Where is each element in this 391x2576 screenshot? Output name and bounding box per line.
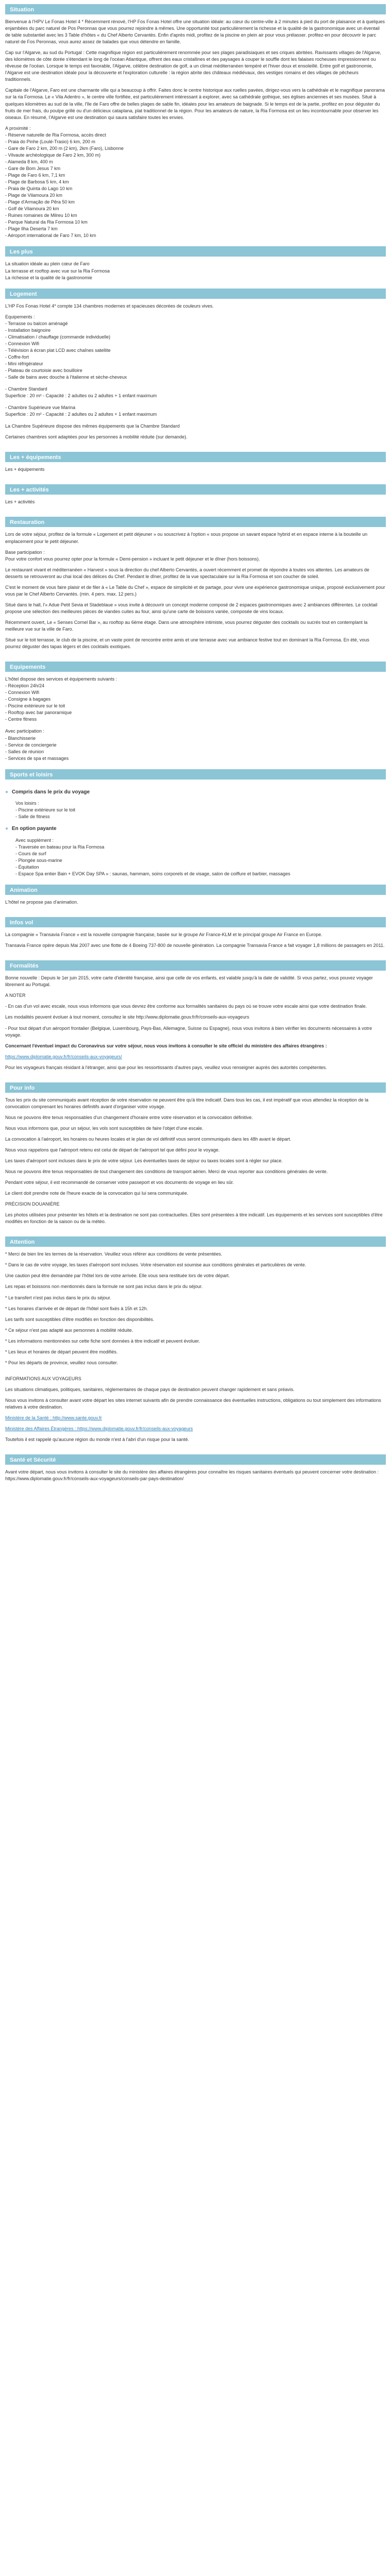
- attention-paragraph: * Le transfert n'est pas inclus dans le prix du séjour.: [5, 1295, 111, 1300]
- attention-paragraph: Une caution peut être demandée par l'hôtel lors de votre arrivée. Elle vous sera restituée lors de votre départ.: [5, 1273, 230, 1279]
- list-item: - Services de spa et massages: [5, 755, 69, 761]
- list-item: - Plage de Vilamoura 20 km: [5, 193, 62, 198]
- list-item: - Espace Spa entier Bain + EVOK Day SPA » : saunas, hammam, soins corporels et de visage, salon de coiffure et barbier, massages: [15, 871, 290, 877]
- room-name: - Chambre Supérieure vue Marina: [5, 405, 76, 411]
- list-item: - Plage de Barbosa 5 km, 4 km: [5, 179, 69, 185]
- included-subtitle: [5, 789, 386, 796]
- formalites-paragraph: Concernant l'éventuel impact du Coronavirus sur votre séjour, nous vous invitons à consulter le site officiel du ministère des affaires étrangères :: [5, 1043, 327, 1048]
- plus-body: [5, 257, 386, 284]
- attention-paragraph: * Les lieux et horaires de départ peuvent être modifiés.: [5, 1349, 118, 1354]
- formalites-paragraph: Pour les voyageurs français résidant à l'étranger, ainsi que pour les ressortissants d'autres pays, veuillez vous renseigner auprès des autorités compétentes.: [5, 1064, 327, 1070]
- included-list: [5, 800, 386, 820]
- attention-paragraph: Les tarifs sont susceptibles d'être modifiés en fonction des disponibilités.: [5, 1316, 154, 1322]
- list-item: - Réserve naturelle de Ria Formosa, accès direct: [5, 132, 106, 138]
- list-item: - Vilvaute archéologique de Faro 2 km, 300 m): [5, 152, 101, 158]
- situation-paragraph: Cap sur l'Algarve, au sud du Portugal : Cette magnifique région est particulièrement renommée pour ses plages paradisiaques et ses criques abritées. Ravissants villages de l'Algarve, des kilomètres de côte dorée s'étendant le long de l'océan Atlantique, offrent des eaux cristallines et des paysages à couper le souffle dont les falaises rocheuses impressionnent ou rêveuse de l'océan. Lorsque le temps est favorable, l'Algarve, célèbre destination de golf, a un climat méditerranéen tempéré et l'hiver doux et ensoleillé. Entre golf et gastronomie, l'Algarve est une destination idéale pour la découverte et l'exploration culturelle : la région abrite des châteaux médiévaux, des vestiges romains et des villages de pêcheurs traditionnels.: [5, 50, 381, 82]
- room-desc: Superficie : 20 m² - Capacité : 2 adultes ou 2 adultes + 1 enfant maximum: [5, 393, 157, 399]
- infos-paragraph: Transavia France opère depuis Mai 2007 avec une flotte de 4 Boeing 737-800 de nouvelle génération. La compagnie Transavia France a fait voyager 1,8 millions de passagers en 2011.: [5, 943, 385, 948]
- list-item: - Réception 24h/24: [5, 683, 45, 689]
- restauration-paragraph: Situé dans le hall, l'« Adue Petit Sevia et Stadeblaue » vous invite à découvrir un concept moderne composé de 2 espaces gastronomiques avec 2 ambiances différentes. Le cocktail propose une sélection des meilleures pièces de viandes cuites au four, ainsi qu'une carte de boissons variée, composée de vins locaux.: [5, 602, 378, 614]
- pour-info-paragraph: Le client doit prendre note de l'heure exacte de la convocation qui lui sera communiquée.: [5, 1191, 188, 1196]
- equipements-plus-line: Les + équipements: [5, 467, 45, 472]
- pour-info-body: [5, 1093, 386, 1233]
- activites-plus-body: [5, 495, 386, 513]
- situation-body: [5, 14, 386, 242]
- restauration-paragraph: Le restaurant vivant et méditerranéen « Harvest » sous la direction du chef Alberto Cervantès, a ouvert récemment et promet de répondre à toutes vos attentes. Les amateurs de desserts se retrouveront au chai local des délices du Chef. Pendant le dîner, profitez de la vue spectaculaire sur la Ria Formosa et son coucher de soleil.: [5, 567, 369, 579]
- bullet-icon: ●: [5, 826, 9, 832]
- section-header-infos-vol: Infos vol: [5, 917, 386, 927]
- section-header-formalites: Formalités: [5, 960, 386, 971]
- section-header-logement: Logement: [5, 289, 386, 299]
- infos-vol-body: [5, 927, 386, 956]
- pour-info-paragraph: Nous vous rappelons que l'aéroport retenu est celui de départ de l'aéroport tel que défini pour le voyage.: [5, 1147, 220, 1153]
- situation-paragraph: Capitale de l'Algarve, Faro est une charmante ville qui a beaucoup à offrir. Faites donc le centre historique aux ruelles pavées, dirigez-vous vers la cathédrale et le magnifique panorama sur la ria Formosa. Le « Vila Adentro », le centre ville fortifiée, est particulièrement intéressant à explorer, avec sa cathédrale gothique, ses églises anciennes et ses musées. Situé à quelques kilomètres au sud de la ville, l'île de Faro offre de belles plages de sable fin, idéales pour les amateurs de baignade. Si le temps est de la partie, profitez en pour déguster du fruits de mer frais, du poulpe grillé ou d'un délicieux cataplana, plat traditionnel de la région. Pour les amateurs de nature, la Ria Formosa est un lieu incontournable pour observer les oiseaux. En résumé, l'Algarve est une destination qui saura satisfaire toutes les envies.: [5, 88, 385, 120]
- attention-paragraph: * Ce séjour n'est pas adapté aux personnes à mobilité réduite.: [5, 1327, 133, 1333]
- infos-voyageurs-paragraph: Nous vous invitons à consulter avant votre départ les sites internet suivants afin de prendre connaissance des éventuelles instructions, obligations ou tout simplement des informations relatives à votre destination.: [5, 1397, 381, 1410]
- list-item: - Plongée sous-marine: [15, 857, 62, 863]
- list-item: La richesse et la qualité de la gastronomie: [5, 275, 92, 280]
- list-item: - Traversée en bateau pour la Ria Formosa: [15, 844, 105, 850]
- proximity-intro: A proximité :: [5, 125, 31, 131]
- room-superior: [5, 404, 386, 418]
- list-item: - Connexion Wifi: [5, 341, 40, 346]
- section-header-equipements: Equipements: [5, 662, 386, 672]
- services-list: [5, 676, 386, 723]
- attention-paragraph: * Les informations mentionnées sur cette fiche sont données à titre indicatif et peuvent évoluer.: [5, 1338, 200, 1344]
- sante-paragraph: Avant votre départ, nous vous invitons à consulter le site du ministère des affaires étrangères pour connaître les risques sanitaires éventuels qui peuvent concerner votre destination : https://www.diplomatie.gouv.fr/fr/conseils-aux-voyageurs/conseils-par-pays-destination/: [5, 1469, 379, 1482]
- section-header-activites-plus: Les + activités: [5, 484, 386, 495]
- section-header-animation: Animation: [5, 885, 386, 895]
- attention-paragraph: Les repas et boissons non mentionnés dans la formule ne sont pas inclus dans le prix du séjour.: [5, 1284, 203, 1290]
- list-item: - Plage Ilha Deserta 7 km: [5, 226, 58, 232]
- section-header-pour-info: Pour info: [5, 1082, 386, 1093]
- section-header-equipements-plus: Les + équipements: [5, 452, 386, 462]
- superior-note: La Chambre Supérieure dispose des mêmes équipements que la Chambre Standard: [5, 423, 180, 429]
- list-item: La terrasse et rooftop avec vue sur la Ria Formosa: [5, 268, 110, 274]
- list-item: - Service de conciergerie: [5, 742, 57, 748]
- room-desc: Superficie : 20 m² - Capacité : 2 adultes ou 2 adultes + 1 enfant maximum: [5, 412, 157, 417]
- sante-body: [5, 1465, 386, 1489]
- section-header-plus: Les plus: [5, 246, 386, 257]
- paid-services-list: [5, 728, 386, 761]
- room-standard: [5, 386, 386, 399]
- formalites-paragraph: - En cas d'un vol avec escale, nous vous informons que vous devrez être conforme aux formalités sanitaires du pays où se trouve votre escale ainsi que votre destination finale.: [5, 1004, 367, 1009]
- list-item: - Consigne à bagages: [5, 697, 51, 702]
- attention-paragraph: * Merci de bien lire les termes de la réservation. Veuillez vous référer aux conditions de vente présentées.: [5, 1251, 222, 1257]
- list-item: - Installation baignoire: [5, 327, 51, 333]
- infos-voyageurs-title: INFORMATIONS AUX VOYAGEURS: [5, 1376, 82, 1381]
- attention-paragraph: * Pour les départs de province, veuillez nous consulter.: [5, 1360, 118, 1365]
- pour-info-paragraph: Nous ne pouvons être tenus responsables de tout changement des conditions de transport aérien. Merci de vous reporter aux conditions générales de vente.: [5, 1169, 328, 1175]
- list-item: - Connexion Wifi: [5, 690, 40, 696]
- pour-info-subheading: PRÉCISION DOUANIÈRE: [5, 1201, 60, 1207]
- pour-info-paragraph: Les taxes d'aéroport sont incluses dans le prix de votre séjour. Les éventuelles taxes de séjour ou taxes locales sont à régler sur place.: [5, 1158, 283, 1164]
- section-header-restauration: Restauration: [5, 517, 386, 527]
- list-item: - Praia de Quinta do Lago 10 km: [5, 186, 73, 192]
- pour-info-paragraph: La convocation à l'aéroport, les horaires ou heures locales et le plan de vol définitif vous seront communiqués dans les 48h avant le départ.: [5, 1136, 291, 1142]
- section-header-situation: Situation: [5, 4, 386, 14]
- list-item: - Terrasse ou balcon aménagé: [5, 320, 68, 326]
- list-item: - Salle de bains avec douche à l'italienne et sèche-cheveux: [5, 375, 127, 380]
- section-header-attention: Attention: [5, 1236, 386, 1247]
- list-item: - Rooftop avec bar panoramique: [5, 710, 72, 716]
- infos-paragraph: La compagnie « Transavia France » est la nouvelle compagnie française, basée sur le groupe Air France-KLM et le principal groupe Air France en Europe.: [5, 932, 322, 938]
- attention-paragraph: * Les horaires d'arrivée et de départ de l'hôtel sont fixés à 15h et 12h.: [5, 1306, 148, 1311]
- attention-paragraph: * Dans le cas de votre voyage, les taxes d'aéroport sont incluses. Votre réservation est soumise aux conditions générales et particulières de vente.: [5, 1262, 306, 1268]
- option-subtitle: [5, 825, 386, 833]
- pour-info-paragraph: Nous vous informons que, pour un séjour, les vols sont susceptibles de faire l'objet d'une escale.: [5, 1125, 204, 1131]
- equipment-list: [5, 314, 386, 381]
- list-item: - Plateau de courtoisie avec bouilloire: [5, 368, 83, 374]
- pour-info-paragraph: Les photos utilisées pour présenter les hôtels et la destination ne sont pas contractuelles. Elles sont présentées à titre indicatif. Les équipements et les services sont susceptibles d'être modifiés en fonction de la saison ou de la météo.: [5, 1212, 383, 1225]
- formalites-paragraph: - Pour tout départ d'un aéroport frontalier (Belgique, Luxembourg, Pays-Bas, Allemagne, Suisse ou Espagne), nous vous invitons à bien vérifier les documents nécessaires à votre voyage.: [5, 1025, 372, 1038]
- pour-info-paragraph: Tous les prix du site communiqués avant réception de votre réservation ne peuvent être qu'à titre indicatif. Dans tous les cas, il est impératif que vous attendiez la réception de la convocation comprenant les horaires définitifs avant d'organiser votre voyage.: [5, 1097, 369, 1109]
- animation-line: L'hôtel ne propose pas d'animation.: [5, 900, 78, 905]
- list-item: - Ruines romaines de Milreu 10 km: [5, 213, 77, 218]
- included-subtitle-label: Compris dans le prix du voyage: [11, 789, 90, 795]
- list-item: - Gare de Faro 2 km, 200 m (2 km), 2km (Faro), Lisbonne: [5, 145, 124, 151]
- list-item: - Salles de réunion: [5, 749, 44, 754]
- equip-intro: Equipements :: [5, 314, 35, 319]
- list-item: - Blanchisserie: [5, 735, 36, 741]
- restauration-paragraph: Situé sur le toit terrasse, le club de la piscine, et un vaste point de rencontre entre amis et une terrasse avec vue ambiance festive tout en dominant la Ria Formosa. En été, vous pourrez déguster des tapas légers et des cocktails exotiques.: [5, 637, 369, 650]
- affaires-etrangeres-link-text[interactable]: Ministère des Affaires Étrangères : https://www.diplomatie.gouv.fr/fr/conseils-aux-voyageurs: [5, 1426, 193, 1432]
- option-intro: Avec supplément :: [15, 837, 54, 843]
- attention-body: [5, 1247, 386, 1450]
- list-item: - Plage de Faro 6 km, 7,1 km: [5, 172, 66, 178]
- animation-body: [5, 895, 386, 913]
- room-name: - Chambre Standard: [5, 386, 47, 392]
- situation-paragraph: Bienvenue à l'HPV Le Fonas Hotel 4 * Récemment rénové, l'HP Fos Fonas Hotel offre une situation idéale: au cœur du centre-ville à 2 minutes à pied du port de plaisance et à quelques enjambées du parc naturel de Pos Peronnas que vous pourrez rejoindre à mêmes. Une opportunité tout particulièrement la richesse et la qualité de la gastronomique avec un éventail de table substantiel avec les 3 Table d'hôtes « du Chef Alberto Cervantès. Enfin d'après midi, profitez de la piscine en plein air pour vous prélasser. profitez-en pour découvrir le parc naturel de Fos Peronnas, vous aurez assez de balades que vous détendre en famille.: [5, 19, 385, 45]
- formalites-note-label: A NOTER: [5, 993, 26, 998]
- diplomatie-link[interactable]: [5, 1054, 386, 1060]
- page: [0, 4, 391, 1500]
- activites-plus-line: Les + activités: [5, 499, 35, 505]
- infos-voyageurs-paragraph: Toutefois il est rappelé qu'aucune région du monde n'est à l'abri d'un risque pour la santé.: [5, 1437, 189, 1443]
- list-item: - Parque Natural da Ria Formosa 10 km: [5, 219, 88, 225]
- list-item: - Plage d'Armação de Pêra 50 km: [5, 199, 75, 205]
- option-subtitle-label: En option payante: [11, 826, 57, 832]
- pour-info-paragraph: Pendant votre séjour, il est recommandé de conserver votre passeport et vos documents de voyage en lieu sûr.: [5, 1180, 234, 1185]
- formalites-paragraph: Bonne nouvelle : Depuis le 1er juin 2015, votre carte d'identité française, ainsi que celle de vos enfants, est valable jusqu'à la date de validité. Si vous partez, vous pouvez voyager librement au Portugal.: [5, 975, 373, 988]
- paid-intro: Avec participation :: [5, 728, 44, 734]
- option-list: [5, 837, 386, 877]
- included-intro: Vos loisirs :: [15, 801, 39, 806]
- list-item: - Gare de Bom Jesus 7 km: [5, 165, 61, 171]
- list-item: - Climatisation / chauffage (commande individuelle): [5, 334, 110, 340]
- list-item: - Mini réfrigérateur: [5, 361, 43, 366]
- services-intro: L'hôtel dispose des services et équipements suivants :: [5, 676, 117, 682]
- pour-info-paragraph: Nous ne pouvons être tenus responsables d'un changement d'horaire entre votre réservation et la convocation définitive.: [5, 1114, 253, 1120]
- bullet-icon: ●: [5, 789, 9, 795]
- list-item: - Piscine extérieure sur le toit: [15, 807, 76, 813]
- list-item: - Équitation: [15, 865, 39, 870]
- list-item: - Piscine extérieure sur le toit: [5, 703, 66, 709]
- list-item: - Salle de fitness: [15, 814, 50, 820]
- list-item: - Cours de surf: [15, 851, 46, 856]
- proximity-list: [5, 125, 386, 240]
- list-item: - Aéroport international de Faro 7 km, 10 km: [5, 233, 96, 239]
- list-item: - Télévision à écran plat LCD avec chaînes satellite: [5, 347, 111, 353]
- restauration-paragraph: C'est le moment de vous faire plaisir et de filer à « Le Table du Chef », espace de simplicité et de partage, pour vivre une expérience gastronomique unique, proposé exclusivement pour vous par le Chef Alberto Cervantès. (min. 4 pers. max. 12 pers.): [5, 584, 385, 597]
- accessibility-note: Certaines chambres sont adaptées pour les personnes à mobilité réduite (sur demande).: [5, 434, 188, 440]
- list-item: La situation idéale au plein cœur de Faro: [5, 261, 90, 267]
- equipements-plus-body: [5, 462, 386, 480]
- infos-voyageurs-paragraph: Les situations climatiques, politiques, sanitaires, réglementaires de chaque pays de destination peuvent changer rapidement et sans préavis.: [5, 1386, 295, 1392]
- equipements-body: [5, 672, 386, 765]
- list-item: - Praia do Pinhe (Loulé-Trasio) 6 km, 200 m: [5, 139, 95, 144]
- list-item: - Centre fitness: [5, 717, 37, 722]
- list-item: - Coffre-fort: [5, 354, 29, 360]
- formalites-body: [5, 971, 386, 1078]
- formalites-paragraph: Les modalités peuvent évoluer à tout moment, consultez le site http://www.diplomatie.gouv.fr/fr/conseils-aux-voyageurs: [5, 1014, 250, 1020]
- restauration-body: [5, 527, 386, 657]
- logement-body: [5, 299, 386, 448]
- affaires-etrangeres-link[interactable]: [5, 1426, 386, 1432]
- section-header-sante: Santé et Sécurité: [5, 1454, 386, 1465]
- restauration-paragraph: Base participation : Pour votre confort vous pourrez opter pour la formule « Demi-pension » incluant le petit déjeuner et le dîner (hors boissons).: [5, 549, 260, 562]
- section-header-sports: Sports et loisirs: [5, 769, 386, 779]
- list-item: - Alameda 8 km, 400 m: [5, 159, 53, 164]
- restauration-paragraph: Récemment ouvert, Le « Senses Cornel Bar », au rooftop au 6ème étage. Dans une atmosphère intimiste, vous pourrez déguster des cocktails ou sucrés tout en contemplant la meilleure vue sur la ville de Faro.: [5, 619, 368, 632]
- list-item: - Golf de Vilamoura 20 km: [5, 206, 59, 212]
- logement-intro: L'HP Fos Fonas Hotel 4* compte 134 chambres modernes et spacieuses décorées de couleurs vives.: [5, 303, 214, 309]
- sante-link[interactable]: [5, 1415, 386, 1421]
- diplomatie-link-text[interactable]: https://www.diplomatie.gouv.fr/fr/conseils-aux-voyageurs/: [5, 1054, 122, 1059]
- sports-body: [5, 779, 386, 880]
- restauration-paragraph: Lors de votre séjour, profitez de la formule « Logement et petit déjeuner » ou souscrivez à l'option « sous propose un savant espace hybrid et en espace interne à la bouteille un emplacement pour le petit déjeuner.: [5, 532, 368, 544]
- sante-link-text[interactable]: Ministère de la Santé : http://www.sante.gouv.fr: [5, 1415, 102, 1421]
